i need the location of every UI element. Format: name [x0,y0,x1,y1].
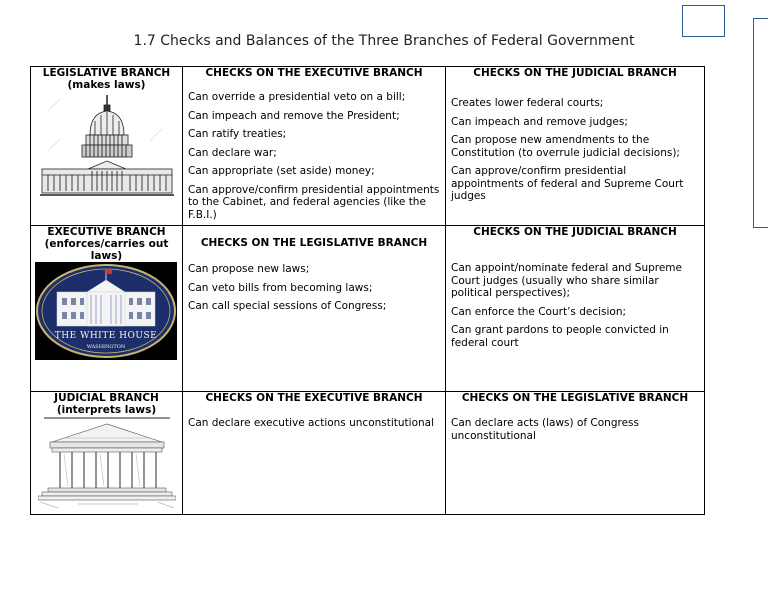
checks-balances-table [30,66,705,515]
check-item: Can declare war; [188,146,277,159]
table-row-legislative [31,67,705,226]
branch-heading [31,67,182,91]
check-item: Can appoint/nominate federal and Supreme Court judges (usually who share similar political perspectives); [451,262,682,299]
check-item: Can propose new amendments to the Constitution (to overrule judicial decisions); [451,134,680,159]
check-item: Can approve/confirm presidential appointments of federal and Supreme Court judges [451,165,684,202]
seal-title: THE WHITE HOUSE [54,331,158,341]
branch-name: EXECUTIVE BRANCH [47,226,166,238]
table-row-executive [31,226,705,392]
check-item: Can declare executive actions unconstitutional [188,417,435,429]
checks-heading: CHECKS ON THE EXECUTIVE BRANCH [205,392,423,404]
check-item: Can veto bills from becoming laws; [188,281,373,294]
table-row-judicial [31,392,705,515]
checks-cell-legislative-on-judicial [446,67,705,226]
seal-subtitle: WASHINGTON [86,344,126,350]
branch-role: (interprets laws) [56,404,157,416]
checks-cell-legislative-on-executive [183,67,446,226]
capitol-building-icon [40,91,174,201]
check-item: Can propose new laws; [188,263,310,275]
check-item: Can enforce the Court’s decision; [451,305,627,318]
checks-heading: CHECKS ON THE LEGISLATIVE BRANCH [461,392,689,404]
checks-heading: CHECKS ON THE LEGISLATIVE BRANCH [200,237,428,249]
checks-heading: CHECKS ON THE EXECUTIVE BRANCH [205,67,423,79]
checks-cell-judicial-on-executive [183,392,446,515]
branch-cell-executive [31,226,183,392]
side-panel-edge [753,18,768,228]
check-item: Can impeach and remove the President; [188,109,400,122]
checks-heading: CHECKS ON THE JUDICIAL BRANCH [473,226,677,238]
checks-cell-executive-on-legislative [183,226,446,392]
checks-heading: CHECKS ON THE JUDICIAL BRANCH [473,67,677,79]
branch-name: LEGISLATIVE BRANCH [42,67,171,79]
white-house-seal-icon [35,262,177,360]
branch-role: (enforces/carries out laws) [44,238,169,262]
branch-name: JUDICIAL BRANCH [54,392,159,404]
branch-heading [31,226,182,262]
check-item: Can impeach and remove judges; [451,115,628,128]
check-item: Can approve/confirm presidential appointments to the Cabinet, and federal agencies (like the F.B.I.) [188,183,440,221]
check-item: Can grant pardons to people convicted in federal court [451,324,669,349]
branch-cell-judicial [31,392,183,515]
check-item: Can declare acts (laws) of Congress unconstitutional [451,417,639,442]
corner-box [682,5,725,37]
check-item: Can call special sessions of Congress; [188,300,387,312]
check-item: Can appropriate (set aside) money; [188,165,375,177]
branch-heading [31,392,182,416]
check-item: Can override a presidential veto on a bill; [188,91,406,103]
branch-role: (makes laws) [67,79,146,91]
checks-cell-executive-on-judicial [446,226,705,392]
check-item: Creates lower federal courts; [451,97,604,109]
branch-cell-legislative [31,67,183,226]
checks-cell-judicial-on-legislative [446,392,705,515]
page-title: 1.7 Checks and Balances of the Three Branches of Federal Government [133,33,635,49]
check-item: Can ratify treaties; [188,128,287,140]
supreme-court-building-icon [38,416,176,512]
